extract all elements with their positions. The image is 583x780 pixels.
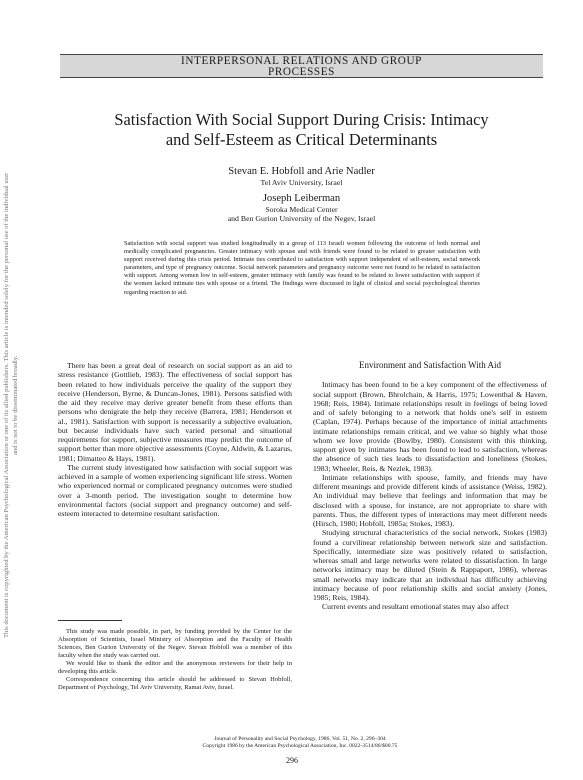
article-title xyxy=(60,110,543,150)
section-banner xyxy=(60,54,543,78)
left-column xyxy=(58,361,292,518)
author-affiliation: Soroka Medical Center xyxy=(265,205,338,214)
article-title-line2: and Self-Esteem as Critical Determinants xyxy=(165,130,438,149)
author-name: Joseph Leiberman xyxy=(262,193,341,204)
body-paragraph: Intimate relationships with spouse, family, and friends may have different meanings and provide different kinds of assistance (Weiss, 1982). An individual may believe that feelings and information that may be disclosed with a spouse, for instance, are not appropriate to share with parents. Thus, the different types of interactions may meet different needs (Hirsch, 1980; Hobfoll, 1985a; Stokes, 1983). xyxy=(313,472,547,528)
author-affiliation: Tel Aviv University, Israel xyxy=(260,178,343,187)
section-heading: Environment and Satisfaction With Aid xyxy=(359,360,501,370)
author-names: Stevan E. Hobfoll and Arie Nadler xyxy=(228,166,375,177)
author-affiliation: and Ben Gurion University of the Negev, Israel xyxy=(227,214,376,223)
article-title-line1: Satisfaction With Social Support During Crisis: Intimacy xyxy=(114,110,489,129)
body-paragraph: Studying structural characteristics of the social network, Stokes (1983) found a curvilinear relationship between network size and satisfaction. Specifically, intermediate size was positively related to satisfaction, whereas small and large networks were related to dissatisfaction. In large networks intimacy may be diluted (Stein & Rappaport, 1986), whereas small networks may indicate that an individual has difficulty achieving intimacy because of poor relationship skills and social anxiety (Jones, 1985; Reis, 1984). xyxy=(313,528,547,602)
section-banner-line1: INTERPERSONAL RELATIONS AND GROUP xyxy=(181,55,422,67)
footnote: This study was made possible, in part, by funding provided by the Center for the Absorption of Scientists, Israel Ministry of Absorption and the Faculty of Health Sciences, Ben Gurion University of the Negev. Stevan Hobfoll was a member of this faculty when the study was carried out. xyxy=(58,628,292,659)
body-paragraph: Current events and resultant emotional states may also affect xyxy=(322,602,509,612)
footnotes xyxy=(58,628,292,692)
body-paragraph: The current study investigated how satisfaction with social support was achieved in a sample of women experiencing significant life stress. Women who experienced normal or complicated pregnancy outcomes were studied over a 3-month period. The investigation sought to determine how environmental factors (social support and pregnancy outcome) and self-esteem interacted to determine resultant satisfaction. xyxy=(58,462,292,518)
footnote: We would like to thank the editor and the anonymous reviewers for their help in developing this article. xyxy=(58,660,292,675)
body-paragraph: Intimacy has been found to be a key component of the effectiveness of social support (Brown, Bhrolchain, & Harris, 1975; Lowenthal & Haven, 1968; Reis, 1984). Intimate relationships result in feelings of being loved and of safely belonging to a network that holds one's self in esteem (Caplan, 1974). Perhaps because of the importance of initial attachments intimate relationships remain critical, and we value so highly what those whom we love provide (Bowlby, 1980). Consistent with this thinking, support given by intimates has been found to lead to satisfaction, whereas the absence of such ties leads to dissatisfaction and loneliness (Stokes, 1983; Wheeler, Reis, & Nezlek, 1983). xyxy=(313,380,547,473)
footnote-divider xyxy=(58,620,122,621)
abstract: Satisfaction with social support was studied longitudinally in a group of 113 Israeli women following the outcome of both normal and medically complicated pregnancies. Greater intimacy with spouse and with friends were found to be related to greater satisfaction with support received during this crisis period. Intimate ties contributed to satisfaction with support independent of self-esteem, social network parameters, and type of pregnancy outcome. Social network parameters and pregnancy outcome were not found to be related to satisfaction with support. Among women low in self-esteem, greater intimacy with family was found to be related to lower satisfaction with support if the women lacked intimate ties with spouse or a friend. The findings were discussed in light of clinical and social psychological theories regarding reaction to aid. xyxy=(124,240,480,296)
footnote: Correspondence concerning this article should be addressed to Stevan Hobfoll, Department of Psychology, Tel Aviv University, Ramat Aviv, Israel. xyxy=(58,676,292,691)
author-group-2 xyxy=(60,193,543,223)
section-banner-line2: PROCESSES xyxy=(268,66,335,78)
body-paragraph: There has been a great deal of research on social support as an aid to stress resistance (Gottlieb, 1983). The effectiveness of social support has been related to how individuals perceive the quality of the support they receive (Henderson, Byrne, & Duncan-Jones, 1981). Persons satisfied with the aid they receive may derive greater benefit from these efforts than persons who denigrate the help they receive (Barrera, 1981; Henderson et al., 1981). Satisfaction with support is necessarily a subjective evaluation, but because individuals have such varied personal and situational requirements for support, subjective measures may predict the outcome of support better than more objective assessments (Coyne, Aldwin, & Lazarus, 1981; Dimatteo & Hays, 1981). xyxy=(58,361,292,463)
author-group-1 xyxy=(60,166,543,187)
copyright-side-notice: This document is copyrighted by the American Psychological Association or one of its allied publishers. This article is intended solely for the personal use of the individual user and is not to be disseminated broadly. xyxy=(3,172,19,638)
copyright-line: Copyright 1986 by the American Psychological Association, Inc. 0022-3514/86/$00.75 xyxy=(202,742,398,749)
page-number: 296 xyxy=(286,756,298,765)
right-column xyxy=(313,361,547,612)
citation-line: Journal of Personality and Social Psychology, 1986, Vol. 51, No. 2, 296–304 xyxy=(214,736,386,742)
journal-citation xyxy=(110,736,490,750)
